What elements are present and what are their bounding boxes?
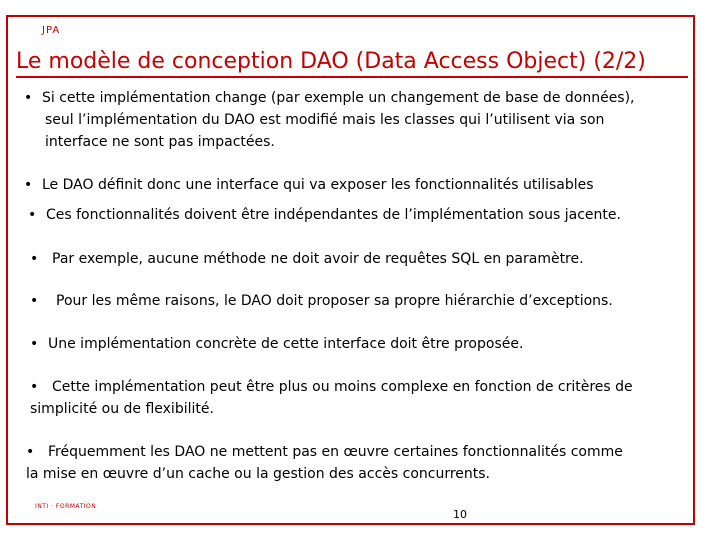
bullet-text: Pour les même raisons, le DAO doit proposer sa propre hiérarchie d’exceptions.	[56, 293, 613, 309]
slide-title: Le modèle de conception DAO (Data Access Object) (2/2)	[16, 48, 688, 78]
bullet-item	[30, 377, 633, 397]
bullet-text: Cette implémentation peut être plus ou moins complexe en fonction de critères de	[52, 379, 633, 395]
bullet-item	[30, 249, 584, 269]
bullet-item	[26, 442, 623, 462]
bullet-marker: •	[24, 90, 33, 106]
bullet-continuation: la mise en œuvre d’un cache ou la gestion des accès concurrents.	[26, 466, 491, 482]
bullet-marker: •	[30, 379, 39, 395]
bullet-marker: •	[24, 177, 33, 193]
bullet-text: Une implémentation concrète de cette interface doit être proposée.	[48, 336, 524, 352]
bullet-continuation: simplicité ou de flexibilité.	[30, 401, 214, 417]
header-tag: JPA	[42, 25, 61, 36]
bullet-marker: •	[28, 207, 37, 223]
bullet-text: Le DAO définit donc une interface qui va exposer les fonctionnalités utilisables	[42, 177, 594, 193]
bullet-marker: •	[26, 444, 35, 460]
bullet-continuation: seul l’implémentation du DAO est modifié mais les classes qui l’utilisent via son	[45, 112, 605, 128]
page-number: 10	[453, 508, 467, 521]
footer-logo: INTI · FORMATION	[35, 503, 97, 510]
bullet-item	[30, 291, 613, 311]
bullet-marker: •	[30, 293, 39, 309]
bullet-marker: •	[30, 251, 39, 267]
bullet-marker: •	[30, 336, 39, 352]
bullet-text: Si cette implémentation change (par exemple un changement de base de données),	[42, 90, 635, 106]
bullet-text: Fréquemment les DAO ne mettent pas en œuvre certaines fonctionnalités comme	[48, 444, 623, 460]
bullet-continuation: interface ne sont pas impactées.	[45, 134, 275, 150]
bullet-item	[30, 334, 523, 354]
bullet-item	[24, 175, 594, 195]
bullet-item	[24, 88, 635, 108]
bullet-item	[28, 205, 621, 225]
bullet-text: Ces fonctionnalités doivent être indépendantes de l’implémentation sous jacente.	[46, 207, 621, 223]
bullet-text: Par exemple, aucune méthode ne doit avoir de requêtes SQL en paramètre.	[52, 251, 584, 267]
